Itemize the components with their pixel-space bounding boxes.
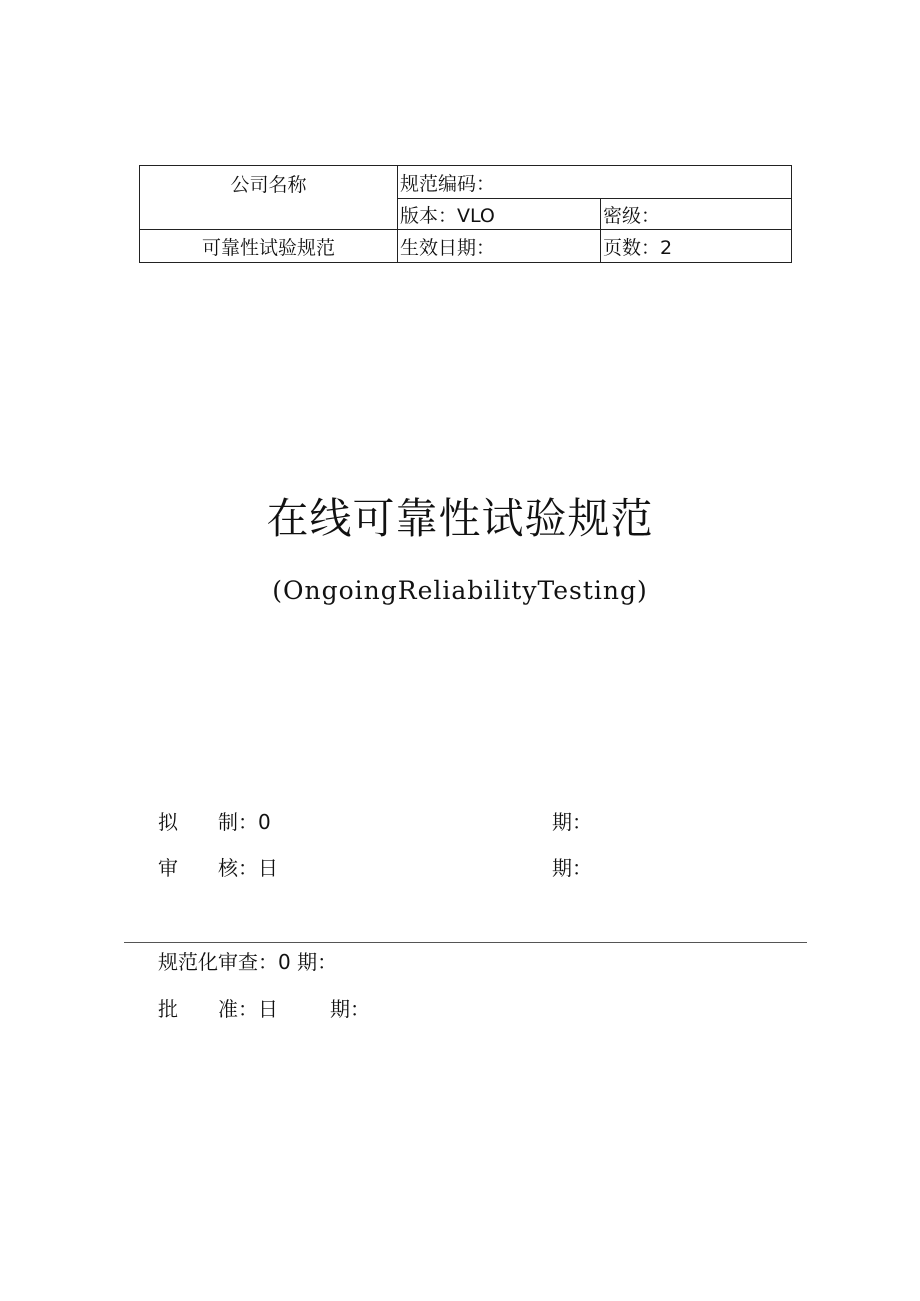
company-name-cell: 公司名称 xyxy=(140,166,398,230)
standardization-review-label: 规范化审查：0 期： xyxy=(158,950,338,974)
spec-code-cell: 规范编码： xyxy=(398,166,792,199)
effective-date-cell: 生效日期： xyxy=(398,230,601,263)
security-level-cell: 密级： xyxy=(601,199,792,230)
reviewed-by-label: 审 核：日 xyxy=(158,856,278,880)
page-count-cell: 页数：2 xyxy=(601,230,792,263)
drafted-by-label: 拟 制：0 xyxy=(158,810,271,834)
reviewed-date-label: 期： xyxy=(552,856,592,880)
drafted-date-label: 期： xyxy=(552,810,592,834)
document-subtitle: (OngoingReliabilityTesting) xyxy=(272,576,648,605)
section-divider xyxy=(124,942,807,943)
approved-by-label: 批 准：日 xyxy=(158,997,278,1021)
approved-date-label: 期： xyxy=(330,997,370,1021)
doc-name-cell: 可靠性试验规范 xyxy=(140,230,398,263)
version-cell: 版本：VLO xyxy=(398,199,601,230)
document-title: 在线可靠性试验规范 xyxy=(266,494,654,543)
document-header-table xyxy=(139,165,792,263)
